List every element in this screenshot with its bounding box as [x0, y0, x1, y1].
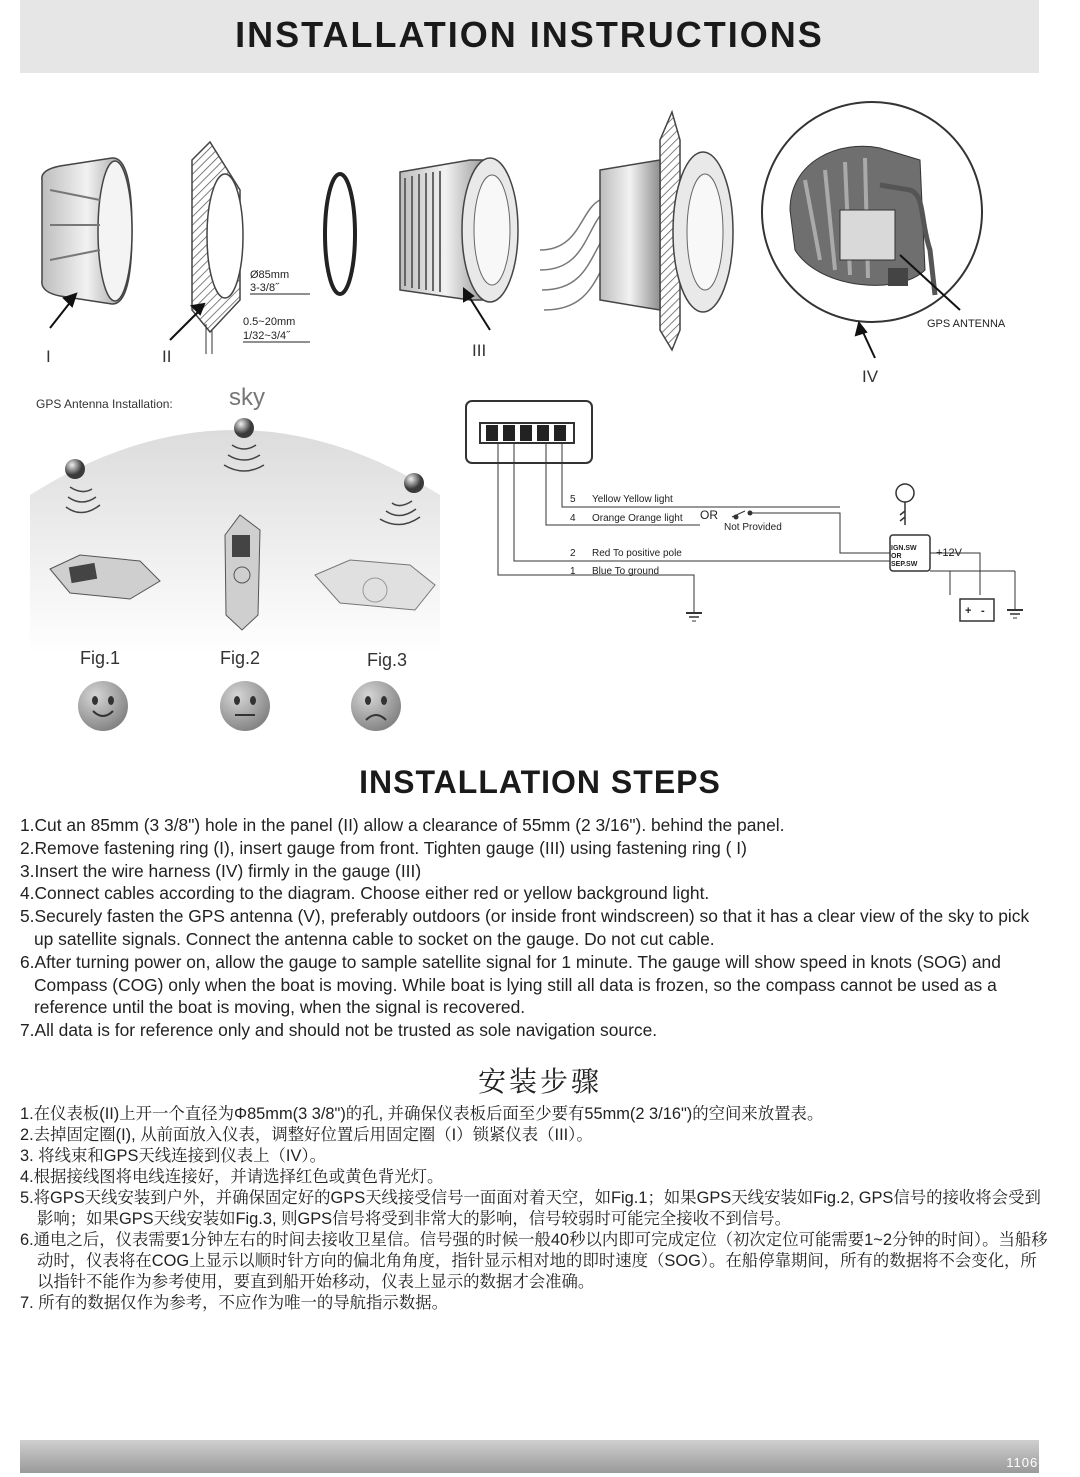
footer-banner: [20, 1440, 1039, 1473]
cn-step-item: 7. 所有的数据仅作为参考，不应作为唯一的导航指示数据。: [20, 1294, 448, 1312]
wire-label-yellow: Yellow Yellow light: [592, 494, 673, 505]
neutral-face-icon: [220, 681, 270, 731]
plus-12v-label: +12V: [936, 547, 962, 559]
cn-step-item: 1.在仪表板(II)上开一个直径为Φ85mm(3 3/8")的孔, 并确保仪表板后面至少要有55mm(2 3/16")的空间来放置表。: [20, 1105, 824, 1123]
wire-harness-detail: [762, 102, 982, 322]
sep-sw-label: SEP.SW: [891, 561, 918, 568]
wire-pin-4: 4: [570, 513, 576, 524]
hole-diameter-label: Ø85mm: [250, 269, 290, 281]
part-label-ii: II: [162, 347, 172, 366]
installation-steps-title: INSTALLATION STEPS: [359, 764, 721, 800]
wire-label-blue: Blue To ground: [592, 566, 660, 577]
part-label-iv: IV: [862, 367, 879, 386]
fig3-label: Fig.3: [367, 650, 408, 670]
step-item: 3.Insert the wire harness (IV) firmly in the gauge (III): [20, 860, 422, 881]
wiring-diagram: [460, 395, 1040, 630]
antenna-installation-label: GPS Antenna Installation:: [36, 397, 173, 411]
fastening-ring-part: [42, 158, 132, 304]
step-item: 5.Securely fasten the GPS antenna (V), preferably outdoors (or inside front windscreen) so that it has a clear view of the sky to pick up satellite signals. Connect the antenna cable to socket on the gauge. Do not cut cable.: [20, 906, 1030, 949]
assembled-gauge: [540, 112, 733, 350]
happy-face-icon: [78, 681, 128, 731]
battery-plus-label: +: [965, 605, 972, 617]
step-item: 2.Remove fastening ring (I), insert gauge from front. Tighten gauge (III) using fastening ring ( I): [20, 837, 747, 858]
switch-or-label: OR: [891, 553, 902, 560]
cn-step-item: 5.将GPS天线安装到户外，并确保固定好的GPS天线接受信号一面面对着天空，如Fig.1；如果GPS天线安装如Fig.2, GPS信号的接收将会受到影响；如果GPS天线安装如Fig.3, 则GPS信号将受到非常大的影响，信号较弱时可能完全接收不到信号。: [20, 1189, 1041, 1228]
sky-label: sky: [229, 385, 265, 411]
wire-pin-5: 5: [570, 494, 576, 505]
wire-label-orange: Orange Orange light: [592, 513, 683, 524]
header-banner: [20, 0, 1039, 73]
part-label-i: I: [46, 347, 51, 366]
antenna-installation-illustration: [20, 385, 460, 655]
panel-thickness-label: 0.5~20mm: [243, 316, 296, 328]
installation-diagram: [20, 100, 1060, 390]
gauge-body-part: [400, 158, 518, 302]
step-item: 4.Connect cables according to the diagram. Choose either red or yellow background light.: [20, 883, 710, 904]
part-label-iii: III: [472, 341, 487, 360]
step-item: 7.All data is for reference only and should not be trusted as sole navigation source.: [20, 1020, 658, 1041]
hole-diameter-inch-label: 3-3/8˝: [250, 282, 279, 294]
sad-face-icon: [351, 681, 401, 731]
cn-step-item: 6.通电之后，仪表需要1分钟左右的时间去接收卫星信。信号强的时候一般40秒以内即可完成定位（初次定位可能需要1~2分钟的时间）。当船移动时，仪表将在COG上显示以顺时针方向的偏北角角度，指针显示相对地的即时速度（SOG）。在船停靠期间，所有的数据将不会变化，所以指针不能作为参考使用，要直到船开始移动，仪表上显示的数据才会准确。: [20, 1231, 1048, 1291]
battery-minus-label: -: [981, 605, 985, 617]
page-title: INSTALLATION INSTRUCTIONS: [235, 14, 824, 55]
fig2-label: Fig.2: [220, 648, 261, 668]
or-label: OR: [700, 508, 718, 522]
panel-part: [192, 142, 243, 354]
chinese-steps-title: 安装步骤: [477, 1066, 602, 1097]
not-provided-label: Not Provided: [724, 522, 782, 533]
wire-pin-2: 2: [570, 548, 576, 559]
o-ring: [325, 174, 355, 294]
panel-thickness-inch-label: 1/32~3/4˝: [243, 330, 290, 342]
ign-sw-label: IGN.SW: [891, 545, 917, 552]
installation-steps-list: [20, 814, 1050, 1042]
wire-label-red: Red To positive pole: [592, 548, 682, 559]
step-item: 6.After turning power on, allow the gauge to sample satellite signal for 1 minute. The gauge will show speed in knots (SOG) and Compass (COG) only when the boat is moving. While boat is lying still all data is frozen, so the compass cannot be used as a reference until the boat is moving, when the signal is recovered.: [20, 951, 1001, 1018]
cn-step-item: 2.去掉固定圈(I), 从前面放入仪表，调整好位置后用固定圈（I）锁紧仪表（III）。: [20, 1126, 593, 1144]
gps-antenna-label: GPS ANTENNA: [927, 318, 1006, 330]
step-item: 1.Cut an 85mm (3 3/8") hole in the panel (II) allow a clearance of 55mm (2 3/16"). behind the panel.: [20, 815, 785, 835]
chinese-steps-list: [20, 1104, 1050, 1314]
cn-step-item: 3. 将线束和GPS天线连接到仪表上（IV）。: [20, 1147, 326, 1165]
document-code: 1106-01: [1006, 1455, 1060, 1470]
wire-pin-1: 1: [570, 566, 576, 577]
cn-step-item: 4.根据接线图将电线连接好，并请选择红色或黄色背光灯。: [20, 1168, 444, 1186]
fig1-label: Fig.1: [80, 648, 121, 668]
